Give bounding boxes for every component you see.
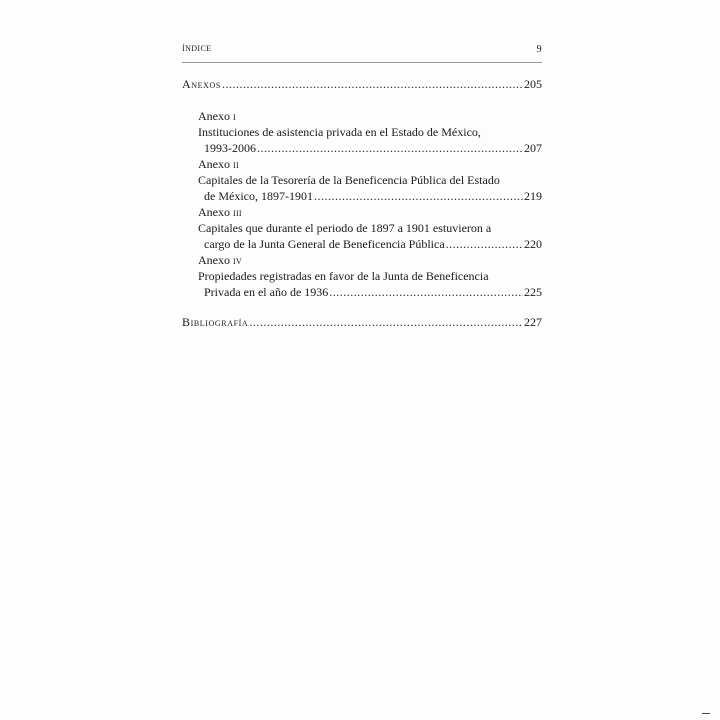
annex-page: 207 <box>524 141 542 155</box>
annex-list <box>198 108 542 300</box>
running-header <box>182 44 542 58</box>
annex-title-line: Capitales de la Tesorería de la Beneficencia Pública del Estado <box>198 173 500 187</box>
dot-leader <box>249 314 523 330</box>
toc-entry-title: Anexos <box>182 77 221 91</box>
running-title: ÍNDICE <box>182 44 212 53</box>
annex-title-last-line <box>198 140 542 156</box>
page-number: 9 <box>536 44 542 55</box>
annex-title-text: 1993-2006 <box>204 141 256 155</box>
annex-title-last-line <box>198 284 542 300</box>
annex-entry-4 <box>198 252 542 300</box>
annex-page: 220 <box>524 237 542 251</box>
annex-page: 219 <box>524 189 542 203</box>
annex-label-number: II <box>233 161 239 170</box>
annex-entry-2 <box>198 156 542 204</box>
toc-entry-page: 227 <box>524 315 542 329</box>
annex-label <box>198 108 542 124</box>
toc-entry-page: 205 <box>524 77 542 91</box>
annex-title-last-line <box>198 188 542 204</box>
toc-entry-bibliografia <box>182 314 542 330</box>
table-of-contents <box>182 76 542 330</box>
annex-title-text: Privada en el año de 1936 <box>204 285 329 299</box>
annex-label-number: IV <box>233 257 243 266</box>
dot-leader <box>257 140 523 156</box>
annex-label <box>198 252 542 268</box>
annex-entry-3 <box>198 204 542 252</box>
annex-title-last-line <box>198 236 542 252</box>
annex-label <box>198 156 542 172</box>
annex-label-word: Anexo <box>198 253 230 267</box>
dot-leader <box>329 284 523 300</box>
header-rule <box>182 62 542 63</box>
annex-label-word: Anexo <box>198 205 230 219</box>
annex-title-line: Instituciones de asistencia privada en el Estado de México, <box>198 125 481 139</box>
annex-label-word: Anexo <box>198 157 230 171</box>
annex-label-word: Anexo <box>198 109 230 123</box>
annex-entry-1 <box>198 108 542 156</box>
annex-title-line: Capitales que durante el periodo de 1897 a 1901 estuvieron a <box>198 221 492 235</box>
annex-label-number: III <box>233 209 242 218</box>
dot-leader <box>222 76 523 92</box>
annex-page: 225 <box>524 285 542 299</box>
scan-corner-mark <box>702 713 710 714</box>
annex-label <box>198 204 542 220</box>
annex-title-text: de México, 1897-1901 <box>204 189 313 203</box>
dot-leader <box>314 188 523 204</box>
annex-label-number: I <box>233 113 236 122</box>
toc-entry-anexos <box>182 76 542 92</box>
dot-leader <box>446 236 523 252</box>
annex-title-text: cargo de la Junta General de Beneficencia Pública <box>204 237 445 251</box>
toc-entry-title: Bibliografía <box>182 315 249 329</box>
annex-title-line: Propiedades registradas en favor de la Junta de Beneficencia <box>198 269 489 283</box>
